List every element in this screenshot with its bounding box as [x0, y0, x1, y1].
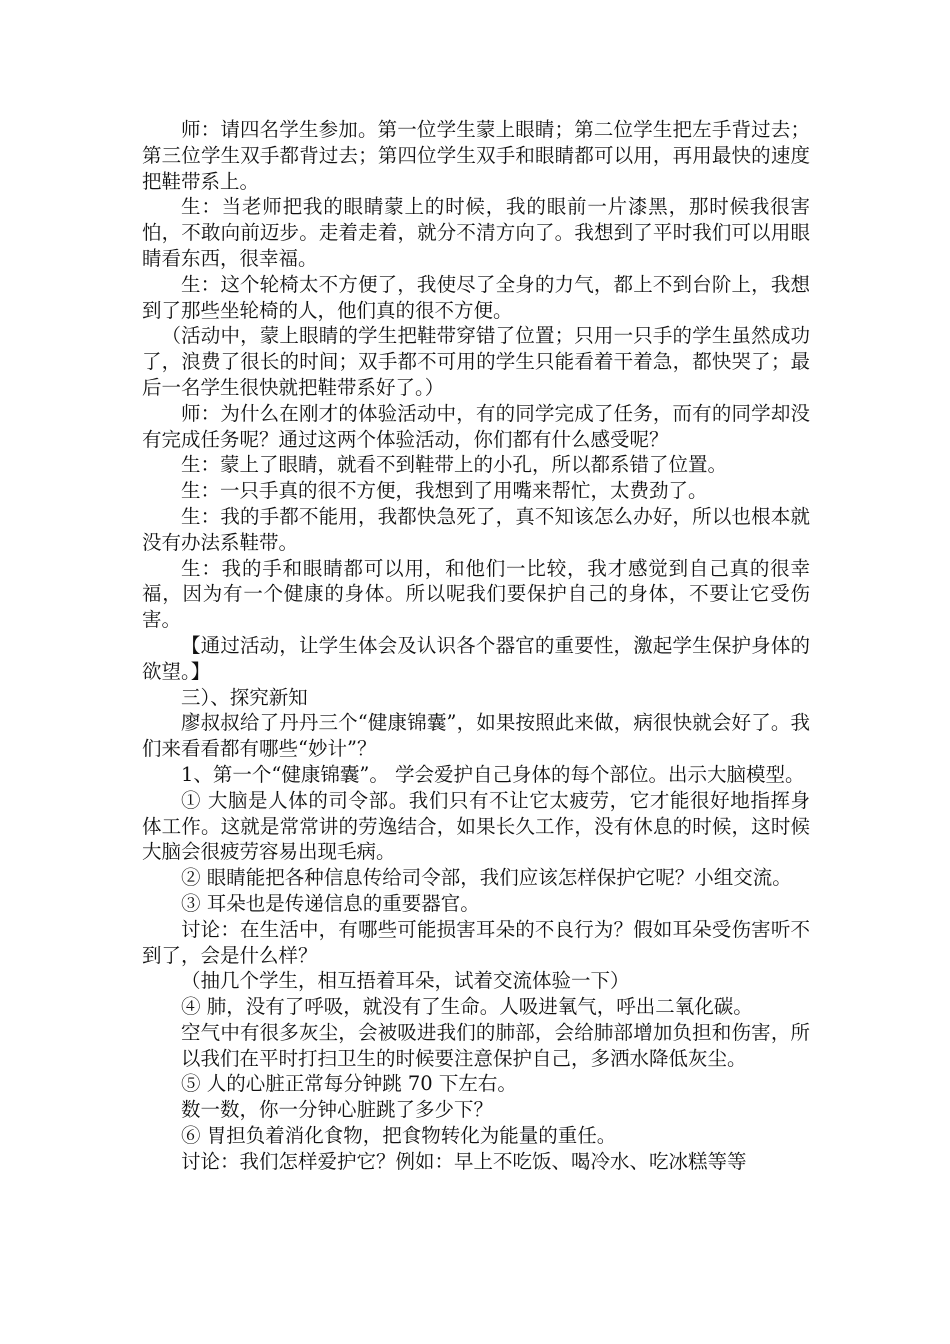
paragraph: 1、第一个“健康锦囊”。 学会爱护自己身体的每个部位。出示大脑模型。 — [181, 762, 805, 786]
paragraph: 师：请四名学生参加。第一位学生蒙上眼睛；第二位学生把左手背过去；第三位学生双手都背过去；第四位学生双手和眼睛都可以用，再用最快的速度把鞋带系上。 — [142, 118, 810, 193]
design-note: 【通过活动，让学生体会及认识各个器官的重要性，激起学生保护身体的欲望。】 — [142, 633, 810, 683]
paragraph: （活动中，蒙上眼睛的学生把鞋带穿错了位置；只用一只手的学生虽然成功了，浪费了很长的时间；双手都不可用的学生只能看着干着急，都快哭了；最后一名学生很快就把鞋带系好了。） — [142, 324, 810, 399]
paragraph: 讨论：在生活中，有哪些可能损害耳朵的不良行为？假如耳朵受伤害听不到了，会是什么样？ — [142, 917, 810, 967]
paragraph: 生：一只手真的很不方便，我想到了用嘴来帮忙，太费劲了。 — [181, 479, 708, 503]
paragraph: 生：这个轮椅太不方便了，我使尽了全身的力气，都上不到台阶上，我想到了那些坐轮椅的人，他们真的很不方便。 — [142, 272, 810, 322]
paragraph: ③ 耳朵也是传递信息的重要器官。 — [181, 891, 480, 915]
paragraph: 师：为什么在刚才的体验活动中，有的同学完成了任务，而有的同学却没有完成任务呢？通过这两个体验活动，你们都有什么感受呢？ — [142, 401, 810, 451]
paragraph: 生：我的手都不能用，我都快急死了，真不知该怎么办好，所以也根本就没有办法系鞋带。 — [142, 504, 810, 554]
paragraph: ⑤ 人的心脏正常每分钟跳 70 下左右。 — [181, 1072, 517, 1096]
paragraph: ⑥ 胃担负着消化食物，把食物转化为能量的重任。 — [181, 1124, 617, 1148]
paragraph: 生：我的手和眼睛都可以用，和他们一比较，我才感觉到自己真的很幸福，因为有一个健康的身体。所以呢我们要保护自己的身体，不要让它受伤害。 — [142, 556, 810, 632]
paragraph: 讨论：我们怎样爱护它？例如：早上不吃饭、喝冷水、吃冰糕等等 — [181, 1149, 747, 1173]
paragraph: （抽几个学生，相互捂着耳朵，试着交流体验一下） — [181, 969, 630, 993]
paragraph: 空气中有很多灰尘，会被吸进我们的肺部，会给肺部增加负担和伤害，所以我们在平时打扫卫生的时候要注意保护自己，多洒水降低灰尘。 — [181, 1020, 810, 1070]
paragraph: ① 大脑是人体的司令部。我们只有不让它太疲劳，它才能很好地指挥身体工作。这就是常常讲的劳逸结合，如果长久工作，没有休息的时候，这时候大脑会很疲劳容易出现毛病。 — [142, 788, 810, 864]
paragraph: 数一数，你一分钟心脏跳了多少下？ — [181, 1098, 494, 1122]
document-page — [142, 117, 810, 1175]
paragraph: 生：当老师把我的眼睛蒙上的时候，我的眼前一片漆黑，那时候我很害怕，不敢向前迈步。走着走着，就分不清方向了。我想到了平时我们可以用眼睛看东西，很幸福。 — [142, 195, 810, 270]
paragraph: ④ 肺，没有了呼吸，就没有了生命。人吸进氧气，呼出二氧化碳。 — [181, 995, 753, 1019]
paragraph: 生：蒙上了眼睛，就看不到鞋带上的小孔，所以都系错了位置。 — [181, 453, 728, 477]
section-heading: 三）、探究新知 — [181, 685, 308, 709]
paragraph: ② 眼睛能把各种信息传给司令部，我们应该怎样保护它呢？小组交流。 — [181, 866, 792, 890]
paragraph: 廖叔叔给了丹丹三个“健康锦囊”，如果按照此来做，病很快就会好了。我们来看看都有哪些“妙计”？ — [142, 711, 810, 761]
